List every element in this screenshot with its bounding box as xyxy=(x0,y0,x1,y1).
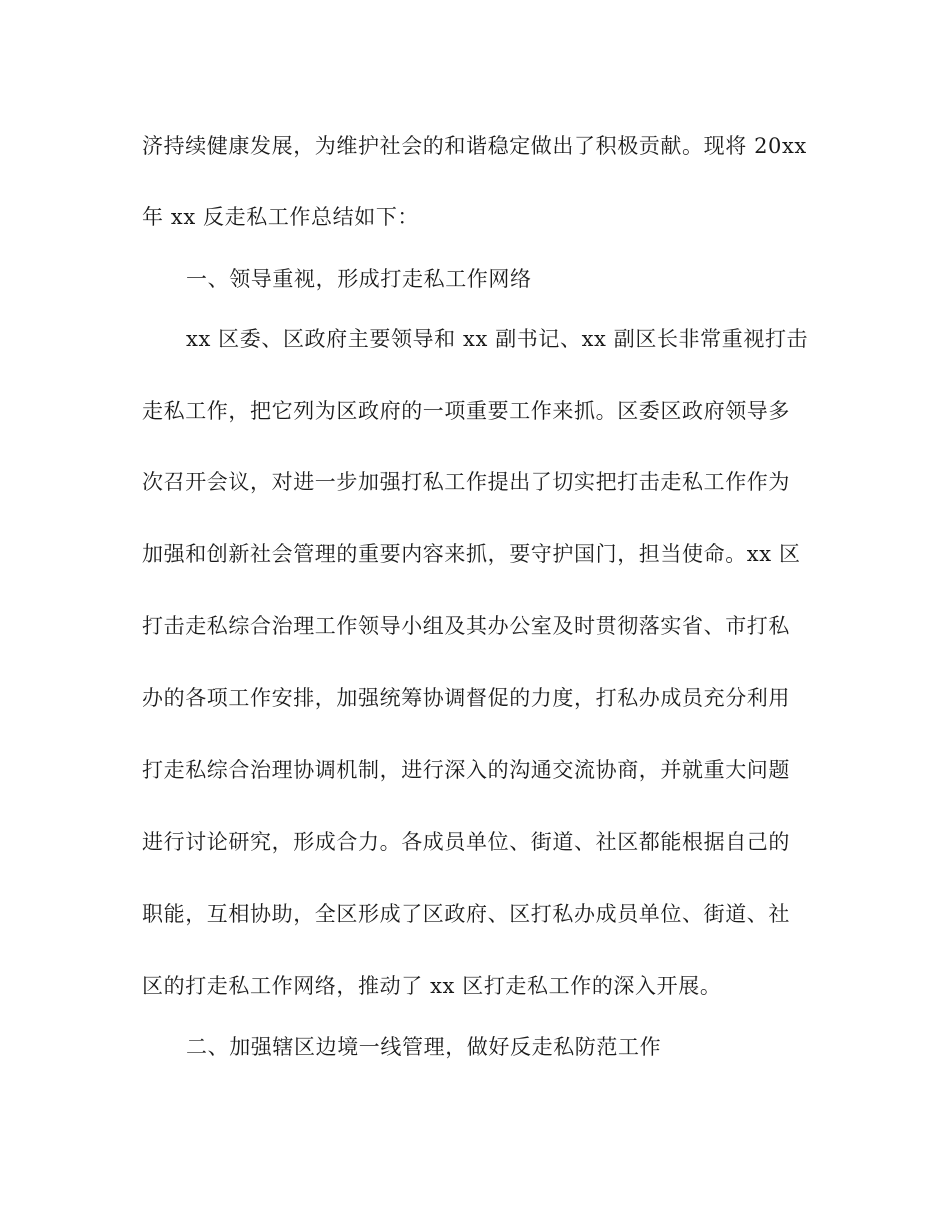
paragraph-line: 年 xx 反走私工作总结如下： xyxy=(142,205,420,229)
paragraph-line: 办的各项工作安排，加强统筹协调督促的力度，打私办成员充分利用 xyxy=(142,686,790,710)
paragraph-line: 走私工作，把它列为区政府的一项重要工作来抓。区委区政府领导多 xyxy=(142,399,790,423)
paragraph-line: 职能，互相协助，全区形成了区政府、区打私办成员单位、街道、社 xyxy=(142,902,790,926)
paragraph-line: 次召开会议，对进一步加强打私工作提出了切实把打击走私工作作为 xyxy=(142,470,790,494)
paragraph-line: 区的打走私工作网络，推动了 xx 区打走私工作的深入开展。 xyxy=(142,974,722,998)
section-heading-1: 一、领导重视，形成打走私工作网络 xyxy=(186,267,532,291)
paragraph-line: 打走私综合治理协调机制，进行深入的沟通交流协商，并就重大问题 xyxy=(142,758,790,782)
paragraph-line: xx 区委、区政府主要领导和 xx 副书记、xx 副区长非常重视打击 xyxy=(186,327,809,351)
section-heading-2: 二、加强辖区边境一线管理，做好反走私防范工作 xyxy=(186,1035,662,1059)
paragraph-line: 打击走私综合治理工作领导小组及其办公室及时贯彻落实省、市打私 xyxy=(142,614,790,638)
paragraph-line: 进行讨论研究，形成合力。各成员单位、街道、社区都能根据自己的 xyxy=(142,830,790,854)
paragraph-line: 济持续健康发展，为维护社会的和谐稳定做出了积极贡献。现将 20xx xyxy=(142,134,807,158)
paragraph-line: 加强和创新社会管理的重要内容来抓，要守护国门，担当使命。xx 区 xyxy=(142,542,801,566)
